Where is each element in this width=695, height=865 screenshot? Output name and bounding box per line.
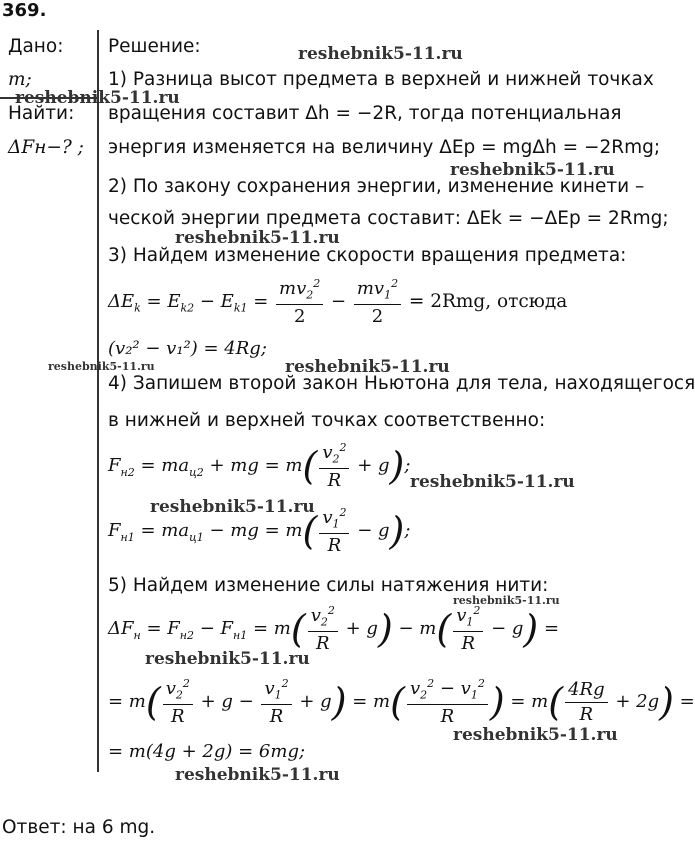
watermark: reshebnik5-11.ru <box>450 160 615 180</box>
step5-line1: 5) Найдем изменение силы натяжения нити: <box>108 575 549 596</box>
step4-line1: 4) Запишем второй закон Ньютона для тела, находящегося <box>108 373 695 394</box>
step3-equation-2: (v₂² − v₁²) = 4Rg; <box>108 338 267 359</box>
step5-equation-2: = m( $\frac{v_2^2}{R}$ + g − $\frac{v_1^2}{R}$ + g) = m( $\frac{v_2^2 - v_1^2}{R}$ ) = m( $\frac{4Rg}{R}$ + 2g) = <box>108 677 695 727</box>
step1-line2: вращения составит Δh = −2R, тогда потенциальная <box>108 103 622 124</box>
step5-equation-1: $\Delta F_н = F_{н2} - F_{н1} = m$( $\frac{v_2^2}{R}$ + g) − m( $\frac{v_1^2}{R}$ − g) = <box>108 604 560 654</box>
watermark: reshebnik5-11.ru <box>453 725 618 745</box>
step3-eq1-tail: = 2Rmg, отсюда <box>408 291 568 313</box>
given-value: m; <box>8 69 32 90</box>
watermark: reshebnik5-11.ru <box>410 472 575 492</box>
step4-equation-1: $F_{н2} = ma_{ц2}$ + mg = m( $\frac{v_2^2}{R}$ + g); <box>108 441 411 491</box>
solution-label: Решение: <box>108 36 201 57</box>
answer: Ответ: на 6 mg. <box>2 817 156 838</box>
watermark: reshebnik5-11.ru <box>285 357 450 377</box>
step2-line1: 2) По закону сохранения энергии, изменение кинети – <box>108 176 645 197</box>
given-label: Дано: <box>8 36 64 57</box>
watermark: reshebnik5-11.ru <box>150 497 315 517</box>
step5-equation-3: = m(4g + 2g) = 6mg; <box>108 741 306 762</box>
problem-number: 369. <box>2 0 47 21</box>
step4-line2: в нижней и верхней точках соответственно: <box>108 410 546 431</box>
step2-line2: ческой энергии предмета составит: ΔEk = −ΔEp = 2Rmg; <box>108 208 669 229</box>
find-label: Найти: <box>8 103 75 124</box>
watermark: reshebnik5-11.ru <box>175 765 340 785</box>
step3-equation-1: $\Delta E_k = E_{k2} - E_{k1}$ = $\frac{mv_2^2}{2}$ − $\frac{mv_1^2}{2}$ = 2Rmg, отсюда <box>108 277 568 327</box>
watermark: reshebnik5-11.ru <box>453 594 560 607</box>
watermark: reshebnik5-11.ru <box>48 360 155 373</box>
watermark: reshebnik5-11.ru <box>145 649 310 669</box>
divider-vertical <box>97 30 99 772</box>
watermark: reshebnik5-11.ru <box>175 228 340 248</box>
find-value: ΔFн−? ; <box>8 137 84 158</box>
step1-line3: энергия изменяется на величину ΔEp = mgΔh = −2Rmg; <box>108 137 661 158</box>
watermark: reshebnik5-11.ru <box>298 44 463 64</box>
step4-equation-2: $F_{н1} = ma_{ц1}$ − mg = m( $\frac{v_1^2}{R}$ − g); <box>108 506 411 556</box>
watermark: reshebnik5-11.ru <box>15 88 180 108</box>
step3-line1: 3) Найдем изменение скорости вращения предмета: <box>108 245 627 266</box>
step1-line1: 1) Разница высот предмета в верхней и нижней точках <box>108 69 654 90</box>
